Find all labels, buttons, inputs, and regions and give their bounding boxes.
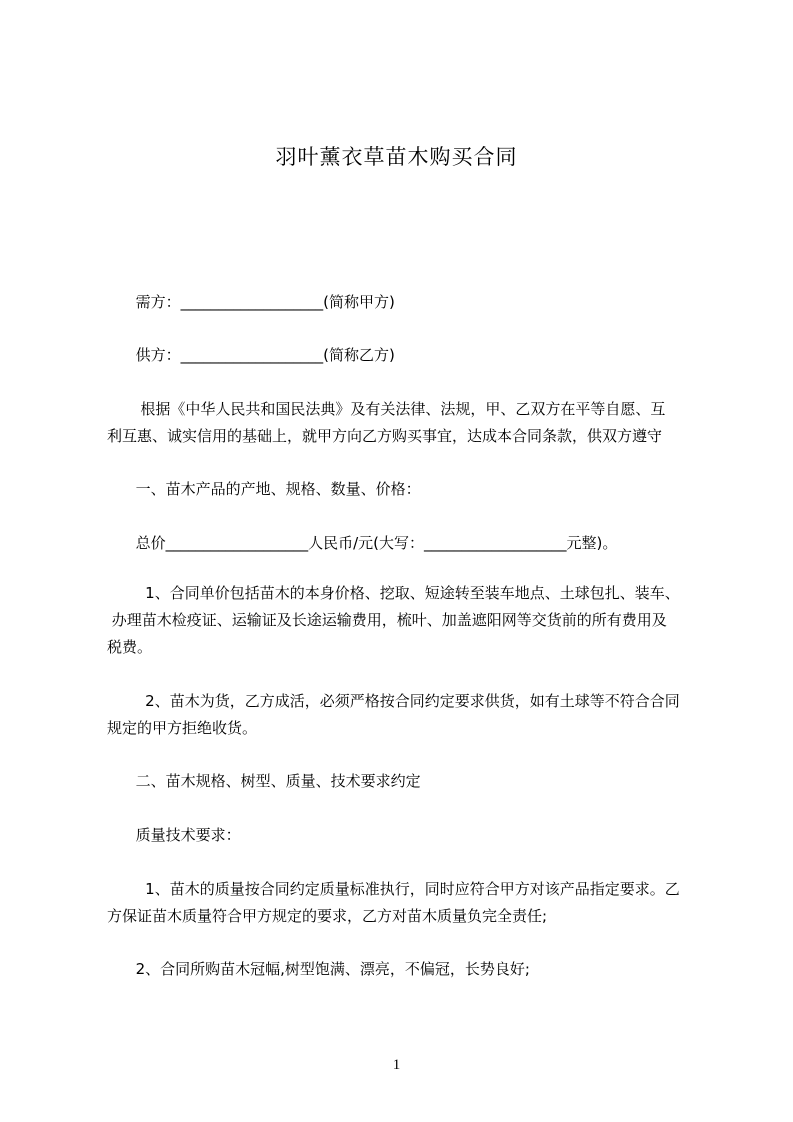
clause-1-line-2: 办理苗木检疫证、运输证及长途运输费用，梳叶、加盖遮阳网等交货前的所有费用及 (107, 611, 667, 629)
supplier-line: 供方：___________________(简称乙方) (107, 346, 395, 364)
clause-2-line-2: 规定的甲方拒绝收货。 (107, 719, 258, 737)
clause-1-line-1: 1、合同单价包括苗木的本身价格、挖取、短途转至装车地点、土球包扎、装车、 (107, 584, 680, 602)
page-number: 1 (392, 1057, 401, 1073)
preamble-line-2: 利互惠、诚实信用的基础上，就甲方向乙方购买事宜，达成本合同条款，供双方遵守 (107, 427, 663, 445)
section-1-heading: 一、苗木产品的产地、规格、数量、价格： (107, 480, 421, 498)
quality-clause-1-line-2: 方保证苗木质量符合甲方规定的要求，乙方对苗木质量负完全责任; (107, 907, 548, 925)
total-price-line: 总价___________________人民币/元(大写：___________________元整)。 (107, 534, 618, 552)
clause-1-line-3: 税费。 (107, 638, 153, 656)
document-title: 羽叶薰衣草苗木购买合同 (275, 145, 518, 169)
quality-clause-1-line-1: 1、苗木的质量按合同约定质量标准执行，同时应符合甲方对该产品指定要求。乙 (107, 880, 680, 898)
quality-clause-2-line-1: 2、合同所购苗木冠幅,树型饱满、漂亮，不偏冠，长势良好; (107, 960, 530, 978)
quality-requirements-heading: 质量技术要求： (107, 826, 241, 844)
buyer-line: 需方：___________________(简称甲方) (107, 293, 395, 311)
clause-2-line-1: 2、苗木为货，乙方成活，必须严格按合同约定要求供货，如有土球等不符合合同 (107, 692, 680, 710)
section-2-heading: 二、苗木规格、树型、质量、技术要求约定 (107, 772, 421, 790)
preamble-line-1: 根据《中华人民共和国民法典》及有关法律、法规，甲、乙双方在平等自愿、互 (107, 400, 666, 418)
